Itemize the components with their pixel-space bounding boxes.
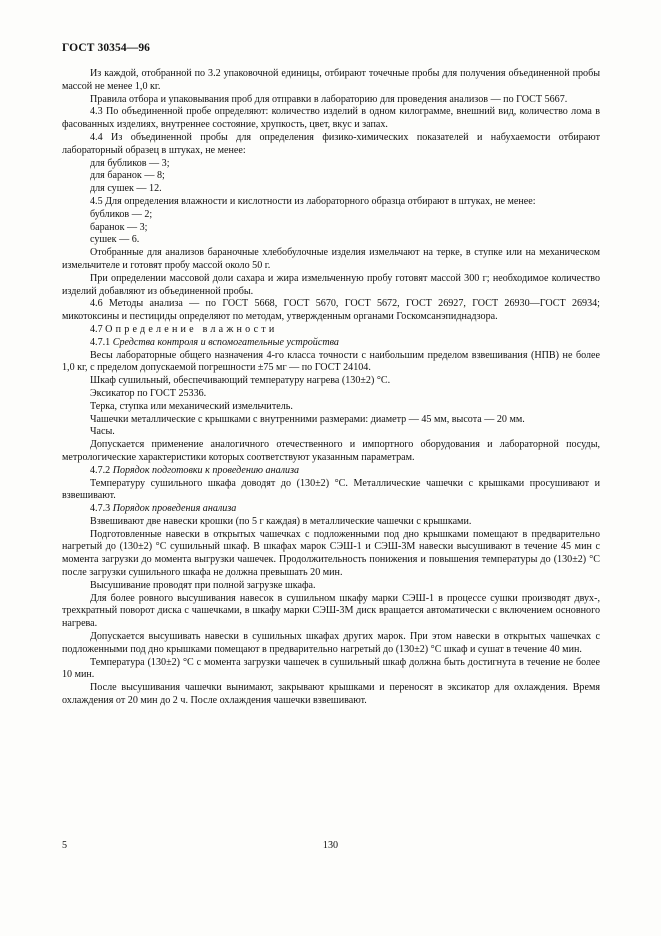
- paragraph: Весы лабораторные общего назначения 4-го класса точности с наибольшим пределом взвешивания (НПВ) не более 1,0 кг, с пределом допускаемой погрешности ±75 мг — по ГОСТ 24104.: [62, 349, 600, 374]
- section-number: 4.7: [90, 323, 106, 335]
- subsection-title: Порядок подготовки к проведению анализа: [112, 464, 300, 476]
- paragraph: Из каждой, отобранной по 3.2 упаковочной единицы, отбирают точечные пробы для получения объединенной пробы массой не менее 1,0 кг.: [62, 68, 600, 92]
- section-heading: [62, 324, 600, 337]
- document-page: [62, 42, 600, 708]
- paragraph: Отобранные для анализов бараночные хлебобулочные изделия измельчают на терке, в ступке или на механическом измельчителе и готовят пробу массой около 50 г.: [62, 247, 600, 271]
- paragraph: Шкаф сушильный, обеспечивающий температуру нагрева (130±2) °С.: [90, 375, 391, 387]
- paragraph: 4.5 Для определения влажности и кислотности из лабораторного образца отбирают в штуках, не менее:: [90, 195, 536, 207]
- paragraph: После высушивания чашечки вынимают, закрывают крышками и переносят в эксикатор для охлаждения. Время охлаждения от 20 мин до 2 ч. После охлаждения чашечки взвешивают.: [62, 682, 600, 707]
- subsection-title: Средства контроля и вспомогательные устройства: [112, 336, 339, 348]
- paragraph: Взвешивают две навески крошки (по 5 г каждая) в металлические чашечки с крышками.: [90, 515, 472, 527]
- footer-page-number: 5: [62, 840, 68, 851]
- subsection-number: 4.7.2: [90, 464, 113, 476]
- paragraph: Для более ровного высушивания навесок в сушильном шкафу марки СЭШ-1 в процессе сушки производят двух-, трехкратный поворот диска с чашечками, в шкафу марки СЭШ-3М диск вращается автоматически с включением основного нагрева.: [62, 592, 600, 630]
- list-item: для бубликов — 3;: [90, 157, 170, 169]
- subsection-title: Порядок проведения анализа: [112, 503, 237, 515]
- document-body: [62, 68, 600, 708]
- paragraph: 4.3 По объединенной пробе определяют: количество изделий в одном килограмме, внешний вид, количество лома в фасованных изделиях, внутреннее состояние, хрупкость, цвет, вкус и запах.: [62, 106, 600, 131]
- paragraph: Подготовленные навески в открытых чашечках с подложенными под дно крышками помещают в предварительно нагретый до (130±2) °С сушильный шкаф. В шкафах марок СЭШ-1 и СЭШ-3М навески высушивают в течение 45 мин с момента загрузки до момента выгрузки чашечек. Продолжительность понижения и повышения температуры до (130±2) °С после загрузки сушильного шкафа не должна превышать 20 мин.: [62, 528, 600, 579]
- paragraph: Правила отбора и упаковывания проб для отправки в лабораторию для проведения анализов — по ГОСТ 5667.: [90, 93, 568, 105]
- paragraph: Допускается высушивать навески в сушильных шкафах других марок. При этом навески в открытых чашечках с подложенными под дно крышками помещают в предварительно нагретый до (130±2) °С шкаф и сушат в течение 40 мин.: [62, 631, 600, 655]
- list-item: баранок — 3;: [90, 221, 148, 233]
- paragraph: Эксикатор по ГОСТ 25336.: [90, 387, 207, 399]
- subsection-number: 4.7.1: [90, 336, 113, 348]
- paragraph: При определении массовой доли сахара и жира измельченную пробу готовят массой 300 г; необходимое количество изделий добавляют из объединенной пробы.: [62, 272, 600, 297]
- paragraph: Часы.: [90, 426, 115, 438]
- list-item: для баранок — 8;: [90, 170, 165, 182]
- section-title: Определение влажности: [105, 323, 278, 335]
- paragraph: 4.4 Из объединенной пробы для определения физико-химических показателей и набухаемости отбирают лабораторный образец в штуках, не менее:: [62, 131, 600, 156]
- subsection-heading: [62, 337, 600, 350]
- paragraph: Температуру сушильного шкафа доводят до (130±2) °С. Металлические чашечки с крышками просушивают и взвешивают.: [62, 477, 600, 502]
- paragraph: Высушивание проводят при полной загрузке шкафа.: [90, 579, 316, 591]
- list-item: бубликов — 2;: [90, 208, 153, 220]
- paragraph: Терка, ступка или механический измельчитель.: [90, 400, 293, 412]
- paragraph: Температура (130±2) °С с момента загрузки чашечек в сушильный шкаф должна быть достигнута в течение не более 10 мин.: [62, 656, 600, 681]
- subsection-number: 4.7.3: [90, 503, 113, 515]
- paragraph: Чашечки металлические с крышками с внутренними размерами: диаметр — 45 мм, высота — 20 мм.: [90, 413, 525, 425]
- list-item: для сушек — 12.: [90, 183, 162, 195]
- document-header: ГОСТ 30354—96: [62, 42, 151, 54]
- paragraph: 4.6 Методы анализа — по ГОСТ 5668, ГОСТ 5670, ГОСТ 5672, ГОСТ 26927, ГОСТ 26930—ГОСТ 26934; микотоксины и пестициды определяют по методам, утвержденным органами Госкомсанэпиднадзора.: [62, 298, 600, 323]
- paragraph: Допускается применение аналогичного отечественного и импортного оборудования и лабораторной посуды, метрологические характеристики которых соответствуют указанным параметрам.: [62, 439, 600, 463]
- footer-sheet-number: 130: [322, 840, 339, 851]
- subsection-heading: [62, 465, 600, 478]
- list-item: сушек — 6.: [90, 234, 140, 246]
- subsection-heading: [62, 503, 600, 516]
